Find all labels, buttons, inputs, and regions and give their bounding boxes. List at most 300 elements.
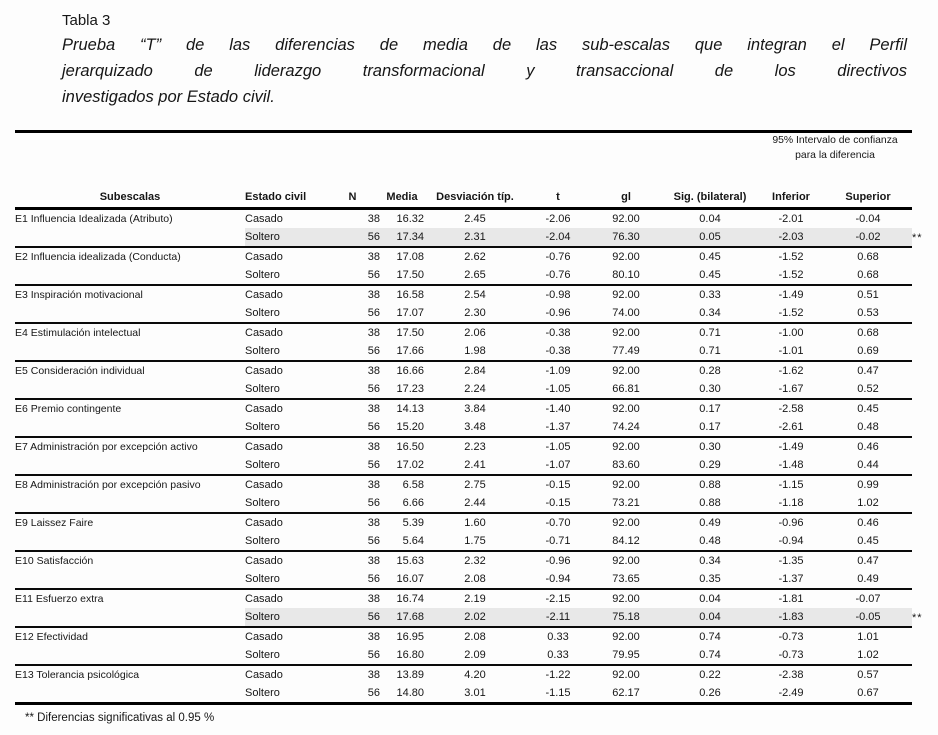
cell-n: 38 — [367, 593, 380, 605]
cell-subescala: E10 Satisfacción — [15, 555, 94, 567]
col-header-gl: gl — [590, 179, 662, 209]
cell-desviacion-tip: 2.44 — [424, 494, 526, 513]
cell-superior: -0.02 — [824, 228, 912, 247]
cell-n: 56 — [325, 646, 380, 665]
cell-inferior: -2.49 — [758, 684, 824, 704]
cell-desviacion-tip: 2.24 — [424, 380, 526, 399]
cell-t: -1.40 — [545, 403, 571, 415]
cell-sig-bilateral: 0.26 — [662, 684, 758, 704]
cell-sig-bilateral: 0.28 — [699, 365, 721, 377]
cell-media: 17.66 — [380, 342, 424, 361]
cell-superior: 0.45 — [824, 532, 912, 551]
cell-media: 14.80 — [380, 684, 424, 704]
cell-t: -0.76 — [526, 266, 590, 285]
table-row — [15, 323, 938, 342]
cell-inferior: -1.49 — [778, 441, 804, 453]
cell-desviacion-tip: 2.32 — [464, 555, 486, 567]
cell-t: -0.96 — [545, 555, 571, 567]
marker-spacer — [912, 132, 938, 180]
table-row — [15, 608, 938, 627]
cell-sig-bilateral: 0.34 — [662, 304, 758, 323]
cell-gl: 92.00 — [612, 555, 640, 567]
cell-gl: 92.00 — [612, 631, 640, 643]
cell-subescala — [15, 494, 245, 513]
significance-marker — [912, 513, 938, 532]
significance-marker — [912, 304, 938, 323]
cell-inferior: -2.03 — [758, 228, 824, 247]
cell-t: -0.71 — [526, 532, 590, 551]
significance-marker: ** — [912, 611, 923, 624]
cell-sig-bilateral: 0.17 — [699, 403, 721, 415]
cell-gl: 77.49 — [590, 342, 662, 361]
cell-sig-bilateral: 0.88 — [699, 479, 721, 491]
cell-sig-bilateral: 0.48 — [662, 532, 758, 551]
col-header-n: N — [325, 179, 380, 209]
significance-marker — [912, 665, 938, 684]
cell-gl: 66.81 — [590, 380, 662, 399]
cell-inferior: -1.81 — [778, 593, 804, 605]
table-row — [15, 532, 938, 551]
cell-desviacion-tip: 2.41 — [424, 456, 526, 475]
cell-t: -2.11 — [526, 608, 590, 627]
column-header-row — [15, 179, 938, 209]
cell-estado-civil: Casado — [245, 669, 283, 681]
table-row — [15, 418, 938, 437]
cell-sig-bilateral: 0.49 — [699, 517, 721, 529]
cell-desviacion-tip: 3.84 — [464, 403, 486, 415]
cell-desviacion-tip: 2.08 — [464, 631, 486, 643]
cell-inferior: -0.73 — [758, 646, 824, 665]
cell-inferior: -1.52 — [778, 251, 804, 263]
cell-gl: 92.00 — [612, 365, 640, 377]
cell-n: 56 — [325, 532, 380, 551]
table-row — [15, 665, 938, 684]
cell-subescala: E12 Efectividad — [15, 631, 88, 643]
cell-estado-civil: Soltero — [245, 456, 325, 475]
cell-media: 17.34 — [380, 228, 424, 247]
cell-t: -0.38 — [545, 327, 571, 339]
cell-subescala — [15, 380, 245, 399]
cell-subescala: E5 Consideración individual — [15, 365, 145, 377]
table-row — [15, 551, 938, 570]
cell-n: 38 — [367, 517, 380, 529]
cell-estado-civil: Soltero — [245, 266, 325, 285]
cell-superior: 0.57 — [857, 669, 879, 681]
cell-estado-civil: Casado — [245, 365, 283, 377]
cell-t: -1.15 — [526, 684, 590, 704]
cell-t: -0.15 — [526, 494, 590, 513]
cell-n: 56 — [325, 570, 380, 589]
cell-inferior: -1.83 — [758, 608, 824, 627]
cell-n: 38 — [367, 441, 380, 453]
cell-n: 56 — [325, 684, 380, 704]
cell-sig-bilateral: 0.33 — [699, 289, 721, 301]
cell-superior: 1.02 — [824, 494, 912, 513]
cell-sig-bilateral: 0.04 — [662, 608, 758, 627]
cell-gl: 74.24 — [590, 418, 662, 437]
significance-marker — [912, 532, 938, 551]
cell-superior: 0.68 — [824, 266, 912, 285]
cell-media: 17.02 — [380, 456, 424, 475]
cell-superior: 1.01 — [857, 631, 879, 643]
table-row — [15, 361, 938, 380]
cell-subescala — [15, 646, 245, 665]
cell-sig-bilateral: 0.04 — [699, 213, 721, 225]
cell-subescala: E9 Laissez Faire — [15, 517, 94, 529]
cell-t: 0.33 — [526, 646, 590, 665]
cell-inferior: -1.49 — [778, 289, 804, 301]
col-header-t: t — [526, 179, 590, 209]
table-row — [15, 570, 938, 589]
cell-gl: 92.00 — [612, 403, 640, 415]
cell-n: 38 — [367, 479, 380, 491]
cell-media: 15.20 — [380, 418, 424, 437]
cell-estado-civil: Soltero — [245, 608, 325, 627]
cell-inferior: -1.62 — [778, 365, 804, 377]
significance-marker — [912, 437, 938, 456]
cell-gl: 62.17 — [590, 684, 662, 704]
cell-estado-civil: Casado — [245, 479, 283, 491]
cell-gl: 80.10 — [590, 266, 662, 285]
cell-media: 6.66 — [380, 494, 424, 513]
cell-inferior: -2.01 — [778, 213, 804, 225]
cell-media: 6.58 — [402, 479, 424, 491]
cell-gl: 92.00 — [612, 669, 640, 681]
cell-media: 16.66 — [396, 365, 424, 377]
significance-footnote: ** Diferencias significativas al 0.95 % — [25, 712, 215, 724]
cell-media: 17.08 — [396, 251, 424, 263]
cell-estado-civil: Casado — [245, 327, 283, 339]
cell-t: -2.15 — [545, 593, 571, 605]
cell-inferior: -1.52 — [758, 304, 824, 323]
cell-superior: 0.45 — [857, 403, 879, 415]
cell-t: -1.22 — [545, 669, 571, 681]
cell-n: 56 — [325, 608, 380, 627]
cell-n: 38 — [367, 213, 380, 225]
cell-estado-civil: Soltero — [245, 684, 325, 704]
significance-marker — [912, 399, 938, 418]
cell-superior: 0.53 — [824, 304, 912, 323]
cell-sig-bilateral: 0.29 — [662, 456, 758, 475]
document-page — [0, 10, 938, 735]
cell-inferior: -1.35 — [778, 555, 804, 567]
cell-estado-civil: Casado — [245, 593, 283, 605]
cell-desviacion-tip: 2.02 — [424, 608, 526, 627]
significance-marker — [912, 551, 938, 570]
significance-marker — [912, 456, 938, 475]
cell-inferior: -1.37 — [758, 570, 824, 589]
cell-n: 38 — [367, 289, 380, 301]
cell-n: 56 — [325, 380, 380, 399]
table-row — [15, 285, 938, 304]
cell-subescala — [15, 228, 245, 247]
cell-desviacion-tip: 2.45 — [464, 213, 486, 225]
cell-subescala: E2 Influencia idealizada (Conducta) — [15, 251, 181, 263]
table-row — [15, 266, 938, 285]
cell-subescala: E3 Inspiración motivacional — [15, 289, 143, 301]
cell-estado-civil: Soltero — [245, 228, 325, 247]
cell-media: 13.89 — [396, 669, 424, 681]
cell-t: -1.09 — [545, 365, 571, 377]
cell-gl: 92.00 — [612, 593, 640, 605]
cell-inferior: -1.15 — [778, 479, 804, 491]
cell-desviacion-tip: 2.09 — [424, 646, 526, 665]
cell-gl: 74.00 — [590, 304, 662, 323]
cell-gl: 92.00 — [612, 479, 640, 491]
cell-subescala: E4 Estimulación intelectual — [15, 327, 141, 339]
cell-media: 16.58 — [396, 289, 424, 301]
cell-inferior: -1.00 — [778, 327, 804, 339]
cell-desviacion-tip: 2.23 — [464, 441, 486, 453]
cell-n: 38 — [367, 555, 380, 567]
cell-inferior: -0.96 — [778, 517, 804, 529]
cell-media: 14.13 — [396, 403, 424, 415]
cell-n: 38 — [367, 631, 380, 643]
significance-marker — [912, 266, 938, 285]
significance-marker — [912, 323, 938, 342]
cell-estado-civil: Casado — [245, 251, 283, 263]
cell-media: 15.63 — [396, 555, 424, 567]
cell-desviacion-tip: 4.20 — [464, 669, 486, 681]
cell-n: 56 — [325, 456, 380, 475]
cell-desviacion-tip: 1.98 — [424, 342, 526, 361]
cell-superior: 0.99 — [857, 479, 879, 491]
ci-header-line1: 95% Intervalo de confianza — [772, 135, 898, 146]
cell-gl: 92.00 — [612, 327, 640, 339]
cell-desviacion-tip: 2.62 — [464, 251, 486, 263]
table-row — [15, 475, 938, 494]
cell-subescala: E8 Administración por excepción pasivo — [15, 479, 201, 491]
cell-estado-civil: Casado — [245, 289, 283, 301]
table-row — [15, 228, 938, 247]
cell-t: -1.05 — [545, 441, 571, 453]
table-row — [15, 209, 938, 229]
cell-gl: 92.00 — [612, 289, 640, 301]
significance-marker — [912, 380, 938, 399]
cell-n: 38 — [367, 327, 380, 339]
cell-estado-civil: Soltero — [245, 494, 325, 513]
cell-t: -0.70 — [545, 517, 571, 529]
cell-media: 17.50 — [396, 327, 424, 339]
cell-desviacion-tip: 2.08 — [424, 570, 526, 589]
cell-t: -1.37 — [526, 418, 590, 437]
cell-superior: 1.02 — [824, 646, 912, 665]
col-header-sig-bilateral: Sig. (bilateral) — [662, 179, 758, 209]
cell-t: -2.04 — [526, 228, 590, 247]
cell-desviacion-tip: 2.54 — [464, 289, 486, 301]
cell-superior: 0.44 — [824, 456, 912, 475]
significance-marker — [912, 589, 938, 608]
cell-desviacion-tip: 2.30 — [424, 304, 526, 323]
cell-sig-bilateral: 0.88 — [662, 494, 758, 513]
cell-estado-civil: Casado — [245, 213, 283, 225]
cell-n: 56 — [325, 228, 380, 247]
cell-media: 5.39 — [402, 517, 424, 529]
cell-inferior: -1.18 — [758, 494, 824, 513]
significance-marker: ** — [912, 231, 923, 244]
cell-superior: 0.47 — [857, 365, 879, 377]
cell-media: 16.80 — [380, 646, 424, 665]
col-header-media: Media — [380, 179, 424, 209]
cell-superior: 0.48 — [824, 418, 912, 437]
cell-estado-civil: Casado — [245, 441, 283, 453]
cell-gl: 73.21 — [590, 494, 662, 513]
cell-gl: 76.30 — [590, 228, 662, 247]
cell-sig-bilateral: 0.05 — [662, 228, 758, 247]
cell-subescala — [15, 608, 245, 627]
cell-t: -2.06 — [545, 213, 571, 225]
table-number: Tabla 3 — [62, 12, 111, 29]
cell-sig-bilateral: 0.30 — [699, 441, 721, 453]
cell-inferior: -0.94 — [758, 532, 824, 551]
cell-inferior: -1.01 — [758, 342, 824, 361]
cell-inferior: -2.61 — [758, 418, 824, 437]
cell-superior: 0.68 — [857, 251, 879, 263]
significance-marker — [912, 361, 938, 380]
cell-sig-bilateral: 0.22 — [699, 669, 721, 681]
cell-gl: 92.00 — [612, 251, 640, 263]
cell-superior: 0.68 — [857, 327, 879, 339]
cell-desviacion-tip: 2.75 — [464, 479, 486, 491]
caption-line: Prueba “T” de las diferencias de media de las sub-escalas que integran el Perfil — [62, 36, 907, 54]
cell-gl: 84.12 — [590, 532, 662, 551]
cell-superior: 0.51 — [857, 289, 879, 301]
cell-subescala: E1 Influencia Idealizada (Atributo) — [15, 213, 173, 225]
cell-estado-civil: Casado — [245, 631, 283, 643]
cell-subescala — [15, 456, 245, 475]
statistics-table-container — [15, 130, 938, 705]
cell-media: 16.95 — [396, 631, 424, 643]
cell-superior: 0.46 — [857, 517, 879, 529]
cell-estado-civil: Soltero — [245, 532, 325, 551]
cell-media: 16.32 — [396, 213, 424, 225]
cell-superior: 0.52 — [824, 380, 912, 399]
cell-sig-bilateral: 0.35 — [662, 570, 758, 589]
cell-subescala — [15, 418, 245, 437]
table-row — [15, 627, 938, 646]
cell-t: -0.98 — [545, 289, 571, 301]
table-caption — [62, 32, 907, 110]
cell-desviacion-tip: 1.75 — [424, 532, 526, 551]
cell-estado-civil: Soltero — [245, 418, 325, 437]
table-row — [15, 399, 938, 418]
cell-gl: 92.00 — [612, 213, 640, 225]
cell-estado-civil: Soltero — [245, 646, 325, 665]
table-row — [15, 589, 938, 608]
cell-sig-bilateral: 0.71 — [662, 342, 758, 361]
cell-t: -1.05 — [526, 380, 590, 399]
title-block — [62, 10, 907, 110]
col-header-superior: Superior — [824, 179, 912, 209]
significance-marker — [912, 684, 938, 704]
cell-n: 38 — [367, 403, 380, 415]
t-test-table — [15, 130, 938, 705]
cell-desviacion-tip: 3.01 — [424, 684, 526, 704]
table-row — [15, 380, 938, 399]
table-row — [15, 513, 938, 532]
table-row — [15, 247, 938, 266]
cell-sig-bilateral: 0.34 — [699, 555, 721, 567]
cell-gl: 79.95 — [590, 646, 662, 665]
cell-gl: 75.18 — [590, 608, 662, 627]
cell-estado-civil: Casado — [245, 403, 283, 415]
cell-inferior: -1.48 — [758, 456, 824, 475]
cell-superior: -0.04 — [855, 213, 881, 225]
col-header-inferior: Inferior — [758, 179, 824, 209]
cell-media: 16.74 — [396, 593, 424, 605]
caption-line: investigados por Estado civil. — [62, 88, 275, 106]
cell-desviacion-tip: 2.65 — [424, 266, 526, 285]
cell-inferior: -1.52 — [758, 266, 824, 285]
cell-estado-civil: Soltero — [245, 342, 325, 361]
cell-sig-bilateral: 0.17 — [662, 418, 758, 437]
cell-subescala: E6 Premio contingente — [15, 403, 122, 415]
cell-desviacion-tip: 1.60 — [464, 517, 486, 529]
header-spacer — [15, 132, 758, 180]
cell-gl: 83.60 — [590, 456, 662, 475]
cell-sig-bilateral: 0.30 — [662, 380, 758, 399]
cell-t: -0.15 — [545, 479, 571, 491]
table-row — [15, 684, 938, 704]
ci-header-line2: para la diferencia — [795, 150, 875, 161]
cell-superior: -0.05 — [824, 608, 912, 627]
cell-subescala — [15, 304, 245, 323]
marker-spacer — [912, 179, 938, 209]
cell-inferior: -0.73 — [778, 631, 804, 643]
cell-subescala: E13 Tolerancia psicológica — [15, 669, 140, 681]
cell-media: 17.23 — [380, 380, 424, 399]
cell-desviacion-tip: 2.19 — [464, 593, 486, 605]
col-header-estado-civil: Estado civil — [245, 179, 325, 209]
confidence-interval-header — [758, 132, 912, 180]
significance-marker — [912, 494, 938, 513]
cell-estado-civil: Casado — [245, 555, 283, 567]
cell-superior: 0.47 — [857, 555, 879, 567]
col-header-subescalas: Subescalas — [15, 179, 245, 209]
cell-n: 38 — [367, 251, 380, 263]
cell-t: -0.94 — [526, 570, 590, 589]
cell-subescala — [15, 342, 245, 361]
cell-inferior: -2.58 — [778, 403, 804, 415]
significance-marker — [912, 342, 938, 361]
significance-marker — [912, 209, 938, 229]
cell-desviacion-tip: 3.48 — [424, 418, 526, 437]
cell-n: 56 — [325, 342, 380, 361]
cell-subescala — [15, 684, 245, 704]
cell-superior: 0.46 — [857, 441, 879, 453]
cell-subescala — [15, 266, 245, 285]
cell-media: 17.68 — [380, 608, 424, 627]
cell-media: 17.07 — [380, 304, 424, 323]
cell-sig-bilateral: 0.74 — [699, 631, 721, 643]
cell-subescala: E7 Administración por excepción activo — [15, 441, 198, 453]
cell-estado-civil: Soltero — [245, 380, 325, 399]
cell-desviacion-tip: 2.06 — [464, 327, 486, 339]
cell-n: 56 — [325, 494, 380, 513]
cell-sig-bilateral: 0.04 — [699, 593, 721, 605]
caption-line: jerarquizado de liderazgo transformacional y transaccional de los directivos — [62, 62, 907, 80]
cell-media: 16.07 — [380, 570, 424, 589]
cell-t: -0.38 — [526, 342, 590, 361]
cell-media: 16.50 — [396, 441, 424, 453]
cell-superior: 0.49 — [824, 570, 912, 589]
cell-superior: -0.07 — [855, 593, 881, 605]
cell-t: -0.76 — [545, 251, 571, 263]
significance-marker — [912, 475, 938, 494]
significance-marker — [912, 570, 938, 589]
cell-n: 38 — [367, 669, 380, 681]
cell-desviacion-tip: 2.84 — [464, 365, 486, 377]
